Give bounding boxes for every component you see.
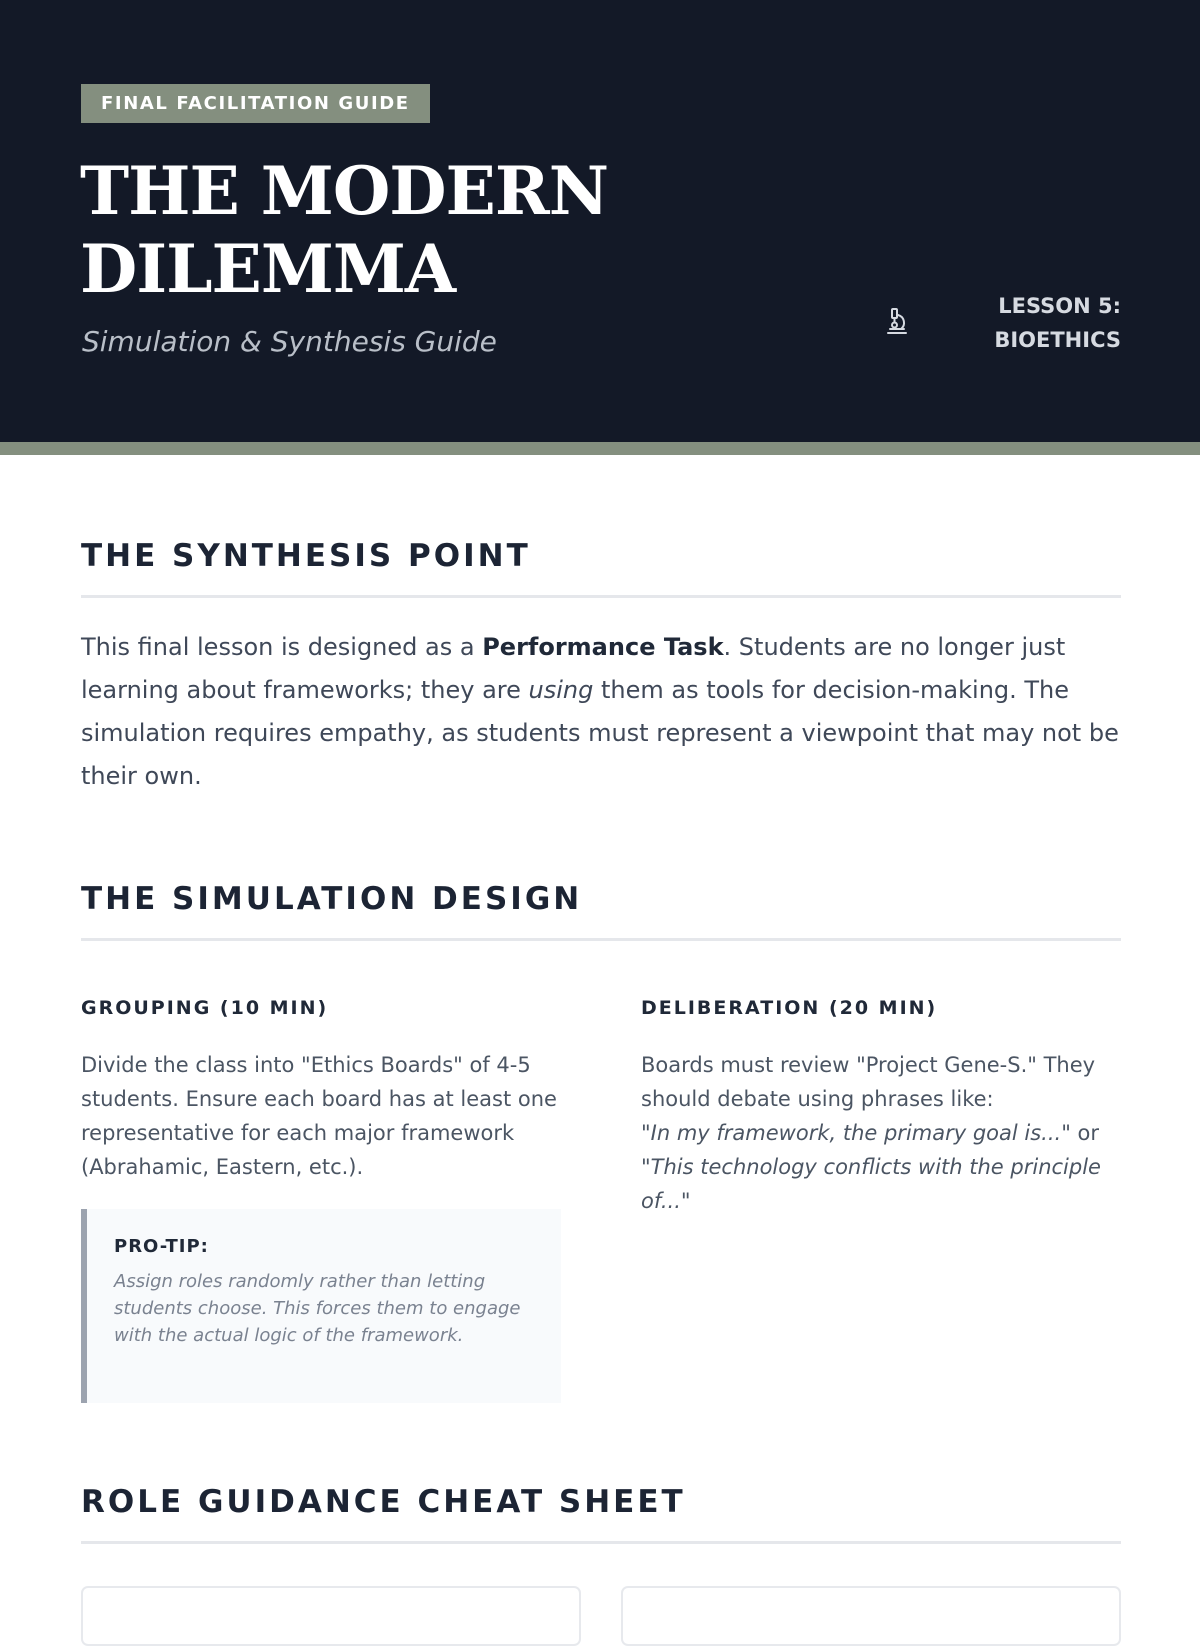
deliberation-phrase-1: "In my framework, the primary goal is..." bbox=[641, 1121, 1071, 1145]
deliberation-intro: Boards must review "Project Gene-S." They should debate using phrases like: bbox=[641, 1053, 1096, 1111]
synthesis-divider bbox=[81, 595, 1121, 598]
page-title-line-2: DILEMMA bbox=[80, 230, 456, 308]
pro-tip-label: PRO-TIP: bbox=[114, 1236, 209, 1257]
deliberation-text bbox=[641, 1048, 1121, 1218]
lesson-topic: BIOETHICS bbox=[994, 328, 1121, 352]
grouping-heading: GROUPING (10 MIN) bbox=[81, 997, 329, 1019]
deliberation-phrase-2: "This technology conflicts with the principle of..." bbox=[641, 1155, 1101, 1213]
page-title-line-1: THE MODERN bbox=[80, 152, 609, 230]
guide-badge: FINAL FACILITATION GUIDE bbox=[81, 84, 430, 123]
pro-tip-text: Assign roles randomly rather than letting students choose. This forces them to engage with the actual logic of the framework. bbox=[114, 1271, 521, 1346]
role-card bbox=[81, 1586, 581, 1646]
synthesis-italic: using bbox=[528, 676, 594, 704]
deliberation-joiner: or bbox=[1070, 1121, 1100, 1145]
synthesis-text-2: . Students are no longer just learning about frameworks; they are bbox=[81, 633, 1066, 704]
header-accent-rule bbox=[0, 442, 1200, 455]
lesson-number: LESSON 5: bbox=[998, 294, 1121, 318]
synthesis-text-1: This final lesson is designed as a bbox=[81, 633, 483, 661]
synthesis-paragraph bbox=[81, 626, 1121, 798]
deliberation-heading: DELIBERATION (20 MIN) bbox=[641, 997, 938, 1019]
synthesis-heading: THE SYNTHESIS POINT bbox=[81, 538, 531, 574]
roles-heading: ROLE GUIDANCE CHEAT SHEET bbox=[81, 1484, 686, 1520]
roles-divider bbox=[81, 1541, 1121, 1544]
synthesis-text-3: them as tools for decision-making. The simulation requires empathy, as students must represent a viewpoint that may not be their own. bbox=[81, 676, 1119, 790]
page-subtitle: Simulation & Synthesis Guide bbox=[82, 325, 497, 358]
simulation-heading: THE SIMULATION DESIGN bbox=[81, 881, 583, 917]
grouping-text: Divide the class into "Ethics Boards" of 4-5 students. Ensure each board has at least one representative for each major framework (Abrahamic, Eastern, etc.). bbox=[81, 1053, 557, 1179]
lesson-label bbox=[900, 289, 1121, 357]
page-title bbox=[80, 152, 800, 308]
role-card bbox=[621, 1586, 1121, 1646]
simulation-divider bbox=[81, 938, 1121, 941]
synthesis-emphasis: Performance Task bbox=[482, 633, 724, 661]
